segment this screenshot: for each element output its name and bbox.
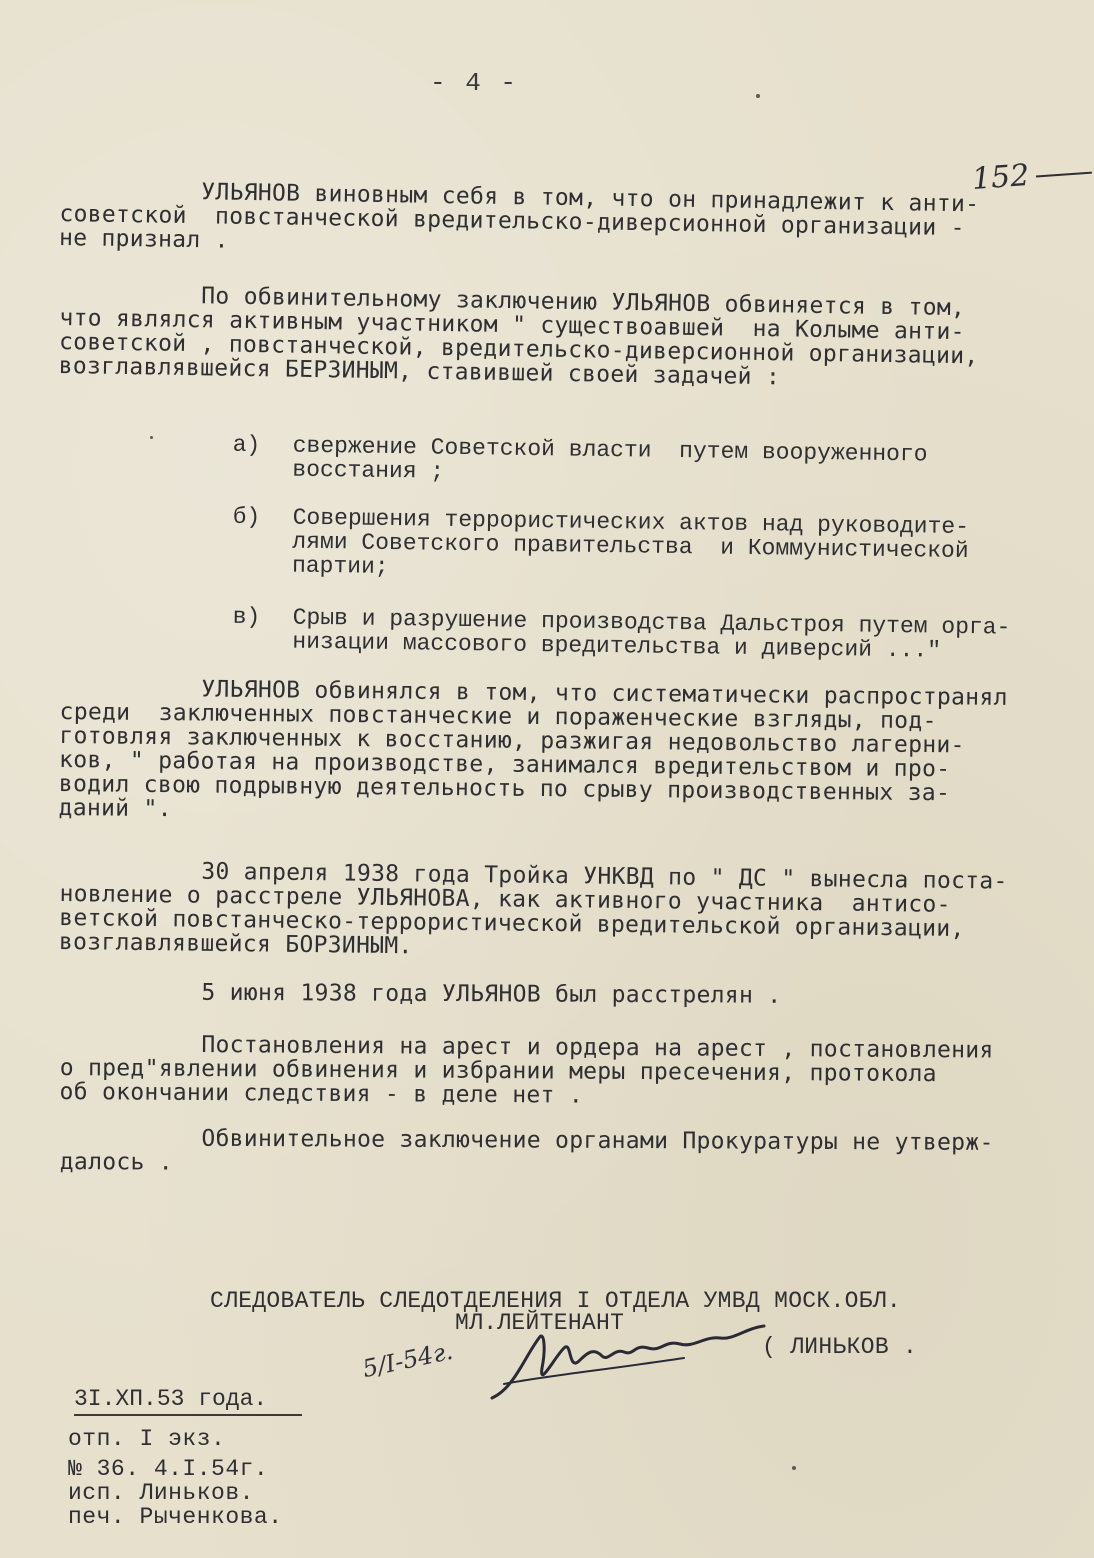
investigator-position: СЛЕДОВАТЕЛЬ СЛЕДОТДЕЛЕНИЯ I ОТДЕЛА УМВД МОСК.ОБЛ. bbox=[210, 1288, 902, 1314]
paragraph-sentence: 30 апреля 1938 года Тройка УНКВД по " ДС " вынесла поста- новление о расстреле УЛЬЯНОВА, как активного участника антисо- ветской повстанческо-террористической вредительской организации, возглавлявшейся БОРЗИНЫМ. bbox=[58, 857, 1008, 960]
paragraph-execution: 5 июня 1938 года УЛЬЯНОВ был расстрелян . bbox=[59, 979, 782, 1009]
paragraph-missing-documents: Постановления на арест и ордера на арест , постановления о пред"явлении обвинения и избрании меры пресечения, протокола об окончании следствия - в деле нет . bbox=[59, 1031, 994, 1109]
paragraph-not-guilty: УЛЬЯНОВ виновным себя в том, что он принадлежит к анти- советской повстанческой вредительско-диверсионной организации - не признал . bbox=[58, 177, 980, 254]
investigator-rank: МЛ.ЛЕЙТЕНАНТ bbox=[455, 1310, 625, 1336]
investigator-name: ( ЛИНЬКОВ . bbox=[762, 1334, 918, 1360]
handwritten-date: 5/I-54г. bbox=[360, 1336, 456, 1384]
footer-date: 3I.XП.53 года. bbox=[74, 1386, 302, 1416]
footer-number: № 36. 4.I.54г. bbox=[68, 1456, 269, 1482]
list-item-text: Срыв и разрушение производства Дальстроя путем орга- низации массового вредительства и диверсий ..." bbox=[292, 604, 1011, 664]
list-marker: в) bbox=[232, 603, 261, 631]
paper-speck bbox=[756, 94, 760, 98]
list-marker: б) bbox=[232, 503, 261, 531]
list-marker: а) bbox=[232, 431, 261, 459]
list-item-text: Совершения террористических актов над руководите- лями Советского правительства и Коммунистической партии; bbox=[291, 504, 970, 580]
paragraph-accusation: УЛЬЯНОВ обвинялся в том, что систематически распространял среди заключенных повстанческие и пораженческие взгляды, под- готовляя заключенных к восстанию, разжигая недовольство лагерни- ков, " работая на производстве, занимался вредительством и про- водил свою подрывную деятельность по срыву производственных за- даний ". bbox=[58, 675, 1008, 823]
archive-page-mark: 152 bbox=[970, 158, 1031, 197]
footer-copies: отп. I экз. bbox=[68, 1426, 226, 1452]
list-item-c bbox=[177, 580, 1038, 688]
handwritten-signature bbox=[484, 1318, 784, 1408]
list-item-text: свержение Советской власти путем вооруженного восстания ; bbox=[292, 432, 928, 485]
paragraph-indictment: По обвинительному заключению УЛЬЯНОВ обвиняется в том, что являлся активным участником " существоавшей на Колыме анти- советской , повстанческой, вредительско-диверсионной организации, возглавлявшейся БЕРЗИНЫМ, ставившей своей задачей : bbox=[58, 281, 979, 391]
paragraph-prosecution: Обвинительное заключение органами Прокуратуры не утверж- далось . bbox=[59, 1125, 994, 1176]
paper-speck bbox=[792, 1466, 796, 1470]
footer-typist: печ. Рыченкова. bbox=[68, 1504, 283, 1530]
footer-executor: исп. Линьков. bbox=[68, 1480, 254, 1506]
paper-speck bbox=[150, 436, 153, 439]
page-number: - 4 - bbox=[430, 68, 519, 98]
